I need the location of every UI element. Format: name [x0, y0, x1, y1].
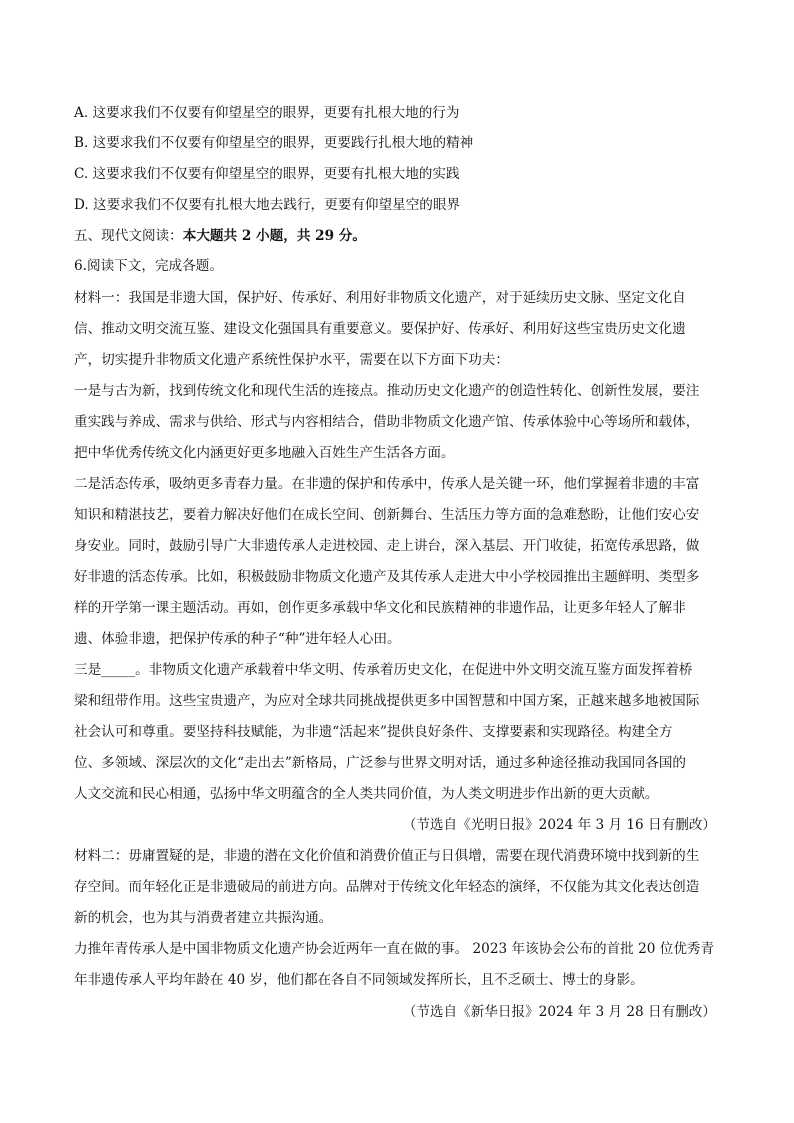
section-detail: 本大题共 2 小题，共 29 分。	[182, 228, 366, 244]
material1-line: 材料一：我国是非遗大国，保护好、传承好、利用好非物质文化遗产，对于延续历史文脉、坚定文化自	[74, 290, 686, 306]
material1-line: 三是_____。非物质文化遗产承载着中华文明、传承着历史文化，在促进中外文明交流互鉴方面发挥着桥	[74, 662, 693, 678]
option-b: B. 这要求我们不仅要有仰望星空的眼界，更要践行扎根大地的精神	[74, 135, 474, 151]
option-c: C. 这要求我们不仅要有仰望星空的眼界，更要有扎根大地的实践	[74, 166, 460, 182]
section-heading	[74, 226, 366, 246]
source-citation-1: （节选自《光明日报》2024 年 3 月 16 日有删改）	[402, 817, 716, 833]
section-prefix: 五、现代文阅读：	[74, 228, 183, 244]
material1-line: 梁和纽带作用。这些宝贵遗产，为应对全球共同挑战提供更多中国智慧和中国方案，正越来越多地被国际	[74, 693, 700, 709]
material1-line: 社会认可和尊重。要坚持科技赋能，为非遗“活起来”提供良好条件、支撑要素和实现路径。构建全方	[74, 724, 673, 740]
material2-line: 新的机会，也为其与消费者建立共振沟通。	[74, 910, 333, 926]
material1-line: 人文交流和民心相通，弘扬中华文明蕴含的全人类共同价值，为人类文明进步作出新的更大贡献。	[74, 786, 659, 802]
material1-line: 二是活态传承，吸纳更多青春力量。在非遗的保护和传承中，传承人是关键一环，他们掌握着非遗的丰富	[74, 476, 700, 492]
option-d: D. 这要求我们不仅要有扎根大地去践行，更要有仰望星空的眼界	[74, 197, 461, 213]
question-prompt: 6.阅读下文，完成各题。	[74, 258, 223, 274]
material1-line: 遗、体验非遗，把保护传承的种子“种”进年轻人心田。	[74, 631, 401, 647]
material1-line: 样的开学第一课主题活动。再如，创作更多承载中华文化和民族精神的非遗作品，让更多年轻人了解非	[74, 600, 686, 616]
material1-line: 一是与古为新，找到传统文化和现代生活的连接点。推动历史文化遗产的创造性转化、创新性发展，要注	[74, 383, 700, 399]
material1-line: 身安业。同时，鼓励引导广大非遗传承人走进校园、走上讲台，深入基层、开门收徒，拓宽传承思路，做	[74, 538, 700, 554]
material1-line: 产，切实提升非物质文化遗产系统性保护水平，需要在以下方面下功夫：	[74, 352, 509, 368]
option-a: A. 这要求我们不仅要有仰望星空的眼界，更要有扎根大地的行为	[74, 105, 460, 121]
material2-line: 存空间。而年轻化正是非遗破局的前进方向。品牌对于传统文化年轻态的演绎，不仅能为其文化表达创造	[74, 879, 700, 895]
material1-line: 知识和精湛技艺，要着力解决好他们在成长空间、创新舞台、生活压力等方面的急难愁盼，让他们安心安	[74, 507, 700, 523]
material1-line: 重实践与养成、需求与供给、形式与内容相结合，借助非物质文化遗产馆、传承体验中心等场所和载体，	[74, 414, 700, 430]
material1-line: 好非遗的活态传承。比如，积极鼓励非物质文化遗产及其传承人走进大中小学校园推出主题鲜明、类型多	[74, 569, 700, 585]
material1-line: 信、推动文明交流互鉴、建设文化强国具有重要意义。要保护好、传承好、利用好这些宝贵历史文化遗	[74, 321, 686, 337]
material2-line: 年非遗传承人平均年龄在 40 岁，他们都在各自不同领域发挥所长，且不乏硕士、博士的身影。	[74, 972, 644, 988]
material2-line: 材料二：毋庸置疑的是，非遗的潜在文化价值和消费价值正与日俱增，需要在现代消费环境中找到新的生	[74, 848, 700, 864]
material2-line: 力推年青传承人是中国非物质文化遗产协会近两年一直在做的事。 2023 年该协会公布的首批 20 位优秀青	[74, 941, 715, 957]
material1-line: 位、多领域、深层次的文化“走出去”新格局，广泛参与世界文明对话，通过多种途径推动我国同各国的	[74, 755, 687, 771]
material1-line: 把中华优秀传统文化内涵更好更多地融入百姓生产生活各方面。	[74, 445, 455, 461]
source-citation-2: （节选自《新华日报》2024 年 3 月 28 日有删改）	[402, 1004, 716, 1020]
